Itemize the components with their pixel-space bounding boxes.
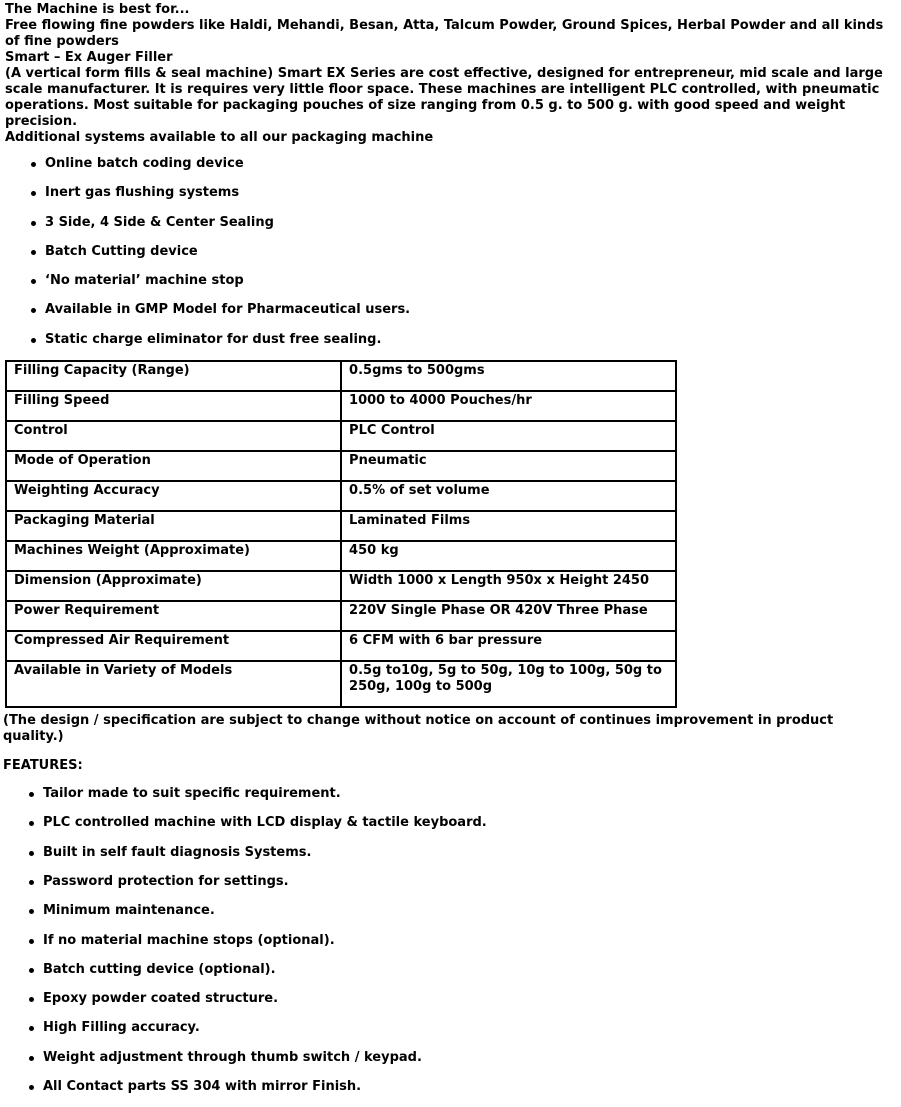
intro-section bbox=[5, 2, 898, 146]
list-item: All Contact parts SS 304 with mirror Finish. bbox=[5, 1078, 898, 1107]
bullet-icon bbox=[29, 1085, 34, 1090]
product-name: Smart – Ex Auger Filler bbox=[5, 50, 173, 65]
table-row bbox=[6, 631, 676, 661]
spec-value: 0.5% of set volume bbox=[341, 481, 676, 511]
bullet-icon bbox=[29, 821, 34, 826]
spec-value: Laminated Films bbox=[341, 511, 676, 541]
table-row bbox=[6, 511, 676, 541]
spec-value: Pneumatic bbox=[341, 451, 676, 481]
spec-key: Dimension (Approximate) bbox=[6, 571, 341, 601]
list-item: Batch cutting device (optional). bbox=[5, 961, 898, 990]
list-item: Weight adjustment through thumb switch / keypad. bbox=[5, 1049, 898, 1078]
spec-key: Filling Capacity (Range) bbox=[6, 361, 341, 391]
table-row bbox=[6, 541, 676, 571]
spec-value: 0.5g to10g, 5g to 50g, 10g to 100g, 50g to 250g, 100g to 500g bbox=[341, 661, 676, 707]
list-item: If no material machine stops (optional). bbox=[5, 932, 898, 961]
list-item: Available in GMP Model for Pharmaceutical users. bbox=[5, 301, 898, 330]
intro-materials: Free flowing fine powders like Haldi, Mehandi, Besan, Atta, Talcum Powder, Ground Spices, Herbal Powder and all kinds of fine powders bbox=[5, 18, 884, 49]
additional-systems-heading: Additional systems available to all our packaging machine bbox=[5, 130, 434, 145]
bullet-icon bbox=[29, 968, 34, 973]
list-item: Inert gas flushing systems bbox=[5, 184, 898, 213]
bullet-icon bbox=[31, 308, 36, 313]
bullet-icon bbox=[31, 338, 36, 343]
bullet-icon bbox=[29, 851, 34, 856]
spec-value: 1000 to 4000 Pouches/hr bbox=[341, 391, 676, 421]
spec-value: 220V Single Phase OR 420V Three Phase bbox=[341, 601, 676, 631]
bullet-icon bbox=[29, 1026, 34, 1031]
list-item: Static charge eliminator for dust free sealing. bbox=[5, 331, 898, 360]
list-item: 3 Side, 4 Side & Center Sealing bbox=[5, 214, 898, 243]
bullet-icon bbox=[29, 1056, 34, 1061]
spec-key: Weighting Accuracy bbox=[6, 481, 341, 511]
table-row bbox=[6, 361, 676, 391]
list-item: Tailor made to suit specific requirement. bbox=[5, 785, 898, 814]
spec-key: Machines Weight (Approximate) bbox=[6, 541, 341, 571]
specification-table bbox=[5, 360, 677, 708]
list-item: Built in self fault diagnosis Systems. bbox=[5, 844, 898, 873]
bullet-icon bbox=[29, 880, 34, 885]
bullet-icon bbox=[31, 250, 36, 255]
bullet-icon bbox=[29, 997, 34, 1002]
table-row bbox=[6, 601, 676, 631]
bullet-icon bbox=[29, 909, 34, 914]
spec-key: Available in Variety of Models bbox=[6, 661, 341, 707]
table-row bbox=[6, 421, 676, 451]
bullet-icon bbox=[31, 162, 36, 167]
spec-value: PLC Control bbox=[341, 421, 676, 451]
features-heading: FEATURES: bbox=[3, 758, 83, 774]
bullet-icon bbox=[31, 191, 36, 196]
spec-key: Filling Speed bbox=[6, 391, 341, 421]
bullet-icon bbox=[29, 939, 34, 944]
bullet-icon bbox=[29, 792, 34, 797]
specification-disclaimer: (The design / specification are subject to change without notice on account of continues improvement in product quality.) bbox=[3, 713, 834, 745]
list-item: Online batch coding device bbox=[5, 155, 898, 184]
table-row bbox=[6, 571, 676, 601]
spec-value: 6 CFM with 6 bar pressure bbox=[341, 631, 676, 661]
bullet-icon bbox=[31, 221, 36, 226]
list-item: ‘No material’ machine stop bbox=[5, 272, 898, 301]
spec-value: 0.5gms to 500gms bbox=[341, 361, 676, 391]
list-item: PLC controlled machine with LCD display & tactile keyboard. bbox=[5, 814, 898, 843]
spec-key: Compressed Air Requirement bbox=[6, 631, 341, 661]
spec-value: 450 kg bbox=[341, 541, 676, 571]
table-row bbox=[6, 481, 676, 511]
table-row bbox=[6, 451, 676, 481]
table-row bbox=[6, 391, 676, 421]
additional-systems-list bbox=[5, 155, 898, 360]
list-item: High Filling accuracy. bbox=[5, 1019, 898, 1048]
intro-heading: The Machine is best for... bbox=[5, 2, 190, 17]
spec-key: Packaging Material bbox=[6, 511, 341, 541]
list-item: Epoxy powder coated structure. bbox=[5, 990, 898, 1019]
features-list bbox=[5, 785, 898, 1107]
spec-value: Width 1000 x Length 950x x Height 2450 bbox=[341, 571, 676, 601]
spec-key: Control bbox=[6, 421, 341, 451]
spec-key: Mode of Operation bbox=[6, 451, 341, 481]
spec-key: Power Requirement bbox=[6, 601, 341, 631]
list-item: Minimum maintenance. bbox=[5, 902, 898, 931]
bullet-icon bbox=[31, 279, 36, 284]
list-item: Password protection for settings. bbox=[5, 873, 898, 902]
list-item: Batch Cutting device bbox=[5, 243, 898, 272]
table-row bbox=[6, 661, 676, 707]
product-description: (A vertical form fills & seal machine) Smart EX Series are cost effective, designed for entrepreneur, mid scale and large scale manufacturer. It is requires very little floor space. These machines are intelligent PLC controlled, with pneumatic operations. Most suitable for packaging pouches of size ranging from 0.5 g. to 500 g. with good speed and weight precision. bbox=[5, 66, 883, 129]
